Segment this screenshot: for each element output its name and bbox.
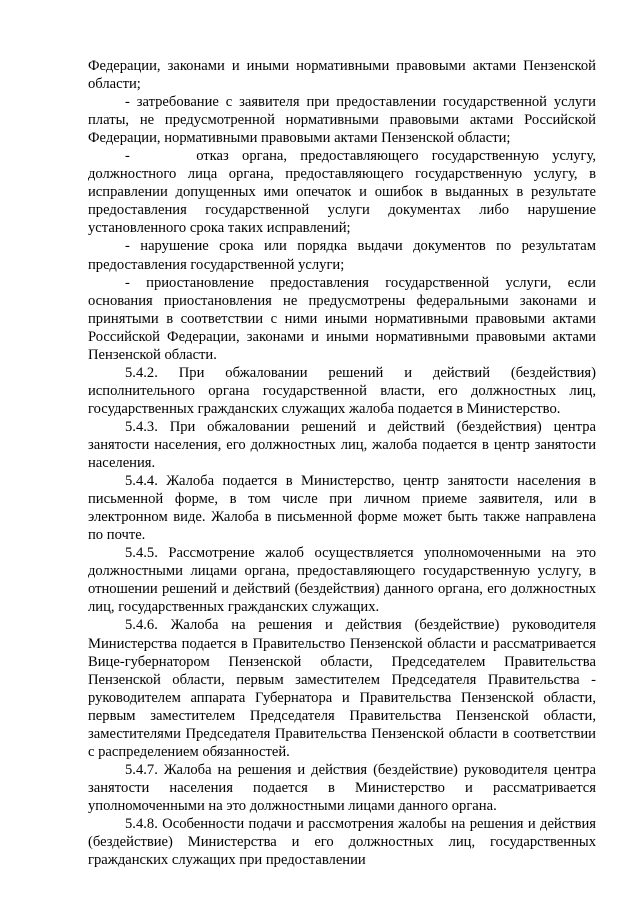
paragraph-payment-demand: - затребование с заявителя при предоставлении государственной услуги платы, не предусмотренной нормативными правовыми актами Российской Федерации, нормативными правовыми актами Пензенской области; [88, 94, 596, 147]
paragraph-5-4-7: 5.4.7. Жалоба на решения и действия (бездействие) руководителя центра занятости населения подается в Министерство и рассматривается уполномоченными на это должностными лицами данного органа. [88, 761, 596, 814]
paragraph-5-4-5: 5.4.5. Рассмотрение жалоб осуществляется уполномоченными на это должностными лицами органа, предоставляющего государственную услугу, в отношении решений и действий (бездействия) данного органа, его должностных лиц, государственных гражданских служащих. [88, 545, 596, 616]
paragraph-5-4-8: 5.4.8. Особенности подачи и рассмотрения жалобы на решения и действия (бездействие) Министерства и его должностных лиц, государственных гражданских служащих при предоставлении [88, 815, 596, 869]
paragraph-refusal-corrections: - отказ органа, предоставляющего государственную услугу, должностного лица органа, предоставляющего государственную услугу, в исправлении допущенных ими опечаток и ошибок в выданных в результате предоставления государственной услуги документах либо нарушение установленного срока таких исправлений; [88, 148, 596, 237]
paragraph-deadline-violation: - нарушение срока или порядка выдачи документов по результатам предоставления государственной услуги; [88, 238, 596, 273]
paragraph-5-4-6: 5.4.6. Жалоба на решения и действия (бездействие) руководителя Министерства подается в Правительство Пензенской области и рассматривается Вице-губернатором Пензенской области, Председателем Правительства Пензенской области, первым заместителем Председателя Правительства - руководителем аппарата Губернатора и Правительства Пензенской области, первым заместителем Председателя Правительства Пензенской области, заместителями Председателя Правительства Пензенской области в соответствии с распределением обязанностей. [88, 617, 596, 760]
paragraph-5-4-4: 5.4.4. Жалоба подается в Министерство, центр занятости населения в письменной форме, в том числе при личном приеме заявителя, или в электронном виде. Жалоба в письменной форме может быть также направлена по почте. [88, 473, 596, 544]
paragraph-suspension: - приостановление предоставления государственной услуги, если основания приостановления не предусмотрены федеральными законами и принятыми в соответствии с ними иными нормативными правовыми актами Российской Федерации, законами и иными нормативными правовыми актами Пензенской области. [88, 274, 596, 363]
paragraph-continuation: Федерации, законами и иными нормативными правовыми актами Пензенской области; [88, 58, 596, 93]
paragraph-5-4-2: 5.4.2. При обжаловании решений и действий (бездействия) исполнительного органа государственной власти, его должностных лиц, государственных гражданских служащих жалоба подается в Министерство. [88, 364, 596, 417]
paragraph-5-4-3: 5.4.3. При обжаловании решений и действий (бездействия) центра занятости населения, его должностных лиц, жалоба подается в центр занятости населения. [88, 418, 596, 472]
document-page [88, 57, 596, 869]
